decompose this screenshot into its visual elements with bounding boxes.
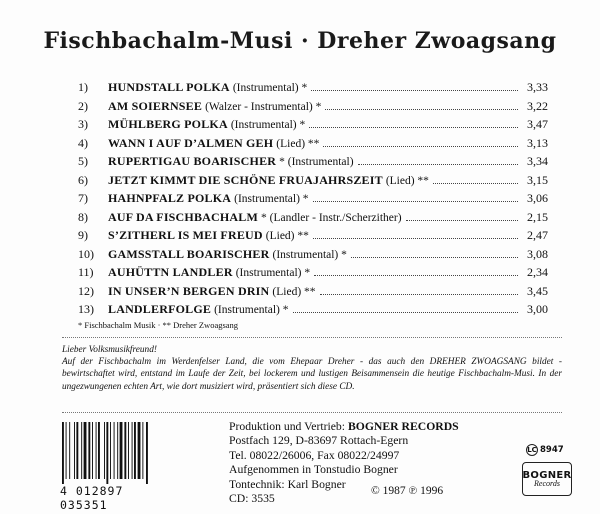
divider xyxy=(62,412,562,413)
leader-dots xyxy=(314,274,518,276)
track-note: * (Instrumental) xyxy=(279,156,354,168)
track-title: GAMSSTALL BOARISCHER xyxy=(108,246,270,261)
production-engineer: Tontechnik: Karl Bogner xyxy=(229,477,346,491)
leader-dots xyxy=(313,237,518,239)
track-title: JETZT KIMMT DIE SCHÖNE FRUAJAHRSZEIT xyxy=(108,172,383,187)
leader-dots xyxy=(351,256,518,258)
track-title: RUPERTIGAU BOARISCHER xyxy=(108,154,277,168)
track-title: HAHNPFALZ POLKA xyxy=(108,191,232,205)
page-title: Fischbachalm-Musi · Dreher Zwoagsang xyxy=(43,28,557,54)
production-recorded: Aufgenommen in Tonstudio Bogner xyxy=(229,463,398,477)
barcode-bar xyxy=(69,422,70,479)
barcode-bar xyxy=(110,422,111,479)
track-title: S’ZITHERL IS MEI FREUD xyxy=(108,228,263,242)
track-duration: 3,13 xyxy=(527,135,548,150)
production-address: Postfach 129, D-83697 Rottach-Egern xyxy=(229,434,409,448)
barcode-bar xyxy=(134,422,136,479)
track-number: 13) xyxy=(78,302,94,316)
barcode xyxy=(60,422,176,512)
track-duration: 2,34 xyxy=(527,265,548,279)
track-title: LANDLERFOLGE xyxy=(108,302,212,316)
barcode-bar xyxy=(124,422,126,479)
track-title: AUF DA FISCHBACHALM xyxy=(108,209,259,224)
barcode-bar xyxy=(106,422,108,484)
letter-greeting: Lieber Volksmusikfreund! xyxy=(62,345,157,355)
track-number: 5) xyxy=(78,154,88,168)
barcode-bar xyxy=(84,422,87,479)
track-row xyxy=(78,300,548,319)
leader-dots xyxy=(325,108,518,110)
track-row xyxy=(78,115,548,134)
barcode-bar xyxy=(62,422,64,484)
track-row xyxy=(78,282,548,301)
track-title: AUHÜTTN LANDLER xyxy=(108,265,233,279)
leader-dots xyxy=(358,163,518,165)
track-duration: 3,22 xyxy=(527,98,548,113)
track-number: 8) xyxy=(78,209,88,224)
track-duration: 3,33 xyxy=(527,80,548,94)
track-title: IN UNSER’N BERGEN DRIN xyxy=(108,283,270,298)
track-duration: 2,47 xyxy=(527,228,548,242)
track-title: WANN I AUF D’ALMEN GEH xyxy=(108,135,274,150)
label-code-logo xyxy=(526,443,572,457)
barcode-bar xyxy=(96,422,97,479)
lc-circle-icon: LC xyxy=(527,446,537,454)
track-number: 7) xyxy=(78,191,88,205)
track-note: (Lied) ** xyxy=(272,285,316,298)
letter-body: Auf der Fischbachalm im Werdenfelser Land, die vom Ehepaar Dreher - das auch den DREHER ZWOAGSANG bildet - bewirtschaftet wird, entstand im Laufe der Zeit, bei lockerem und lustigen Beisammensein die heutige Fischbachalm-Musi. In der ungezwungenen echten Art, wie dort musiziert wird, präsentiert sich diese CD. xyxy=(62,357,562,392)
barcode-bar xyxy=(114,422,115,479)
leader-dots xyxy=(309,126,518,128)
logo-brand: BOGNER xyxy=(522,470,572,481)
barcode-bar xyxy=(88,422,90,479)
barcode-bar xyxy=(92,422,93,479)
track-title: AM SOIERNSEE xyxy=(108,98,203,113)
track-row xyxy=(78,226,548,245)
track-row xyxy=(78,78,548,97)
barcode-bar xyxy=(128,422,129,479)
track-note: (Walzer - Instrumental) * xyxy=(205,100,322,113)
track-number: 3) xyxy=(78,117,88,131)
track-duration: 3,06 xyxy=(527,191,548,205)
leader-dots xyxy=(311,89,518,91)
track-row xyxy=(78,97,548,116)
leader-dots xyxy=(433,182,518,184)
barcode-bar xyxy=(142,422,143,479)
track-title: HUNDSTALL POLKA xyxy=(108,80,230,94)
barcode-bar xyxy=(74,422,75,479)
track-number: 12) xyxy=(78,283,94,298)
track-note: * (Landler - Instr./Scherzither) xyxy=(261,211,402,224)
leader-dots xyxy=(313,200,518,202)
barcode-bar xyxy=(81,422,82,479)
track-row xyxy=(78,189,548,208)
track-row xyxy=(78,245,548,264)
track-number: 10) xyxy=(78,246,94,261)
track-row xyxy=(78,208,548,227)
track-note: (Instrumental) * xyxy=(234,193,309,205)
track-note: (Lied) ** xyxy=(265,230,309,242)
track-list xyxy=(78,78,548,319)
logo-sub: Records xyxy=(534,479,560,488)
track-title: MÜHLBERG POLKA xyxy=(108,117,228,131)
production-line-1 xyxy=(229,420,459,434)
track-duration: 3,34 xyxy=(527,154,548,168)
track-duration: 3,47 xyxy=(527,117,548,131)
track-note: (Lied) ** xyxy=(385,174,429,187)
leader-dots xyxy=(406,219,518,221)
footnote: * Fischbachalm Musik · ** Dreher Zwoagsang xyxy=(78,320,239,330)
copyright: © 1987 ℗ 1996 xyxy=(371,485,444,497)
barcode-bar xyxy=(120,422,123,479)
liner-notes xyxy=(62,344,562,393)
leader-dots xyxy=(320,293,518,295)
track-note: (Instrumental) * xyxy=(230,119,306,131)
track-note: (Lied) ** xyxy=(276,137,320,150)
track-number: 6) xyxy=(78,172,88,187)
production-prefix: Produktion und Vertrieb: xyxy=(229,420,346,433)
label-name: BOGNER RECORDS xyxy=(347,420,459,433)
track-duration: 3,00 xyxy=(527,302,548,316)
track-number: 2) xyxy=(78,98,88,113)
track-note: (Instrumental) * xyxy=(232,82,308,94)
track-row xyxy=(78,134,548,153)
track-number: 1) xyxy=(78,80,88,94)
label-code-number: 8947 xyxy=(540,445,564,455)
barcode-bar xyxy=(132,422,133,479)
track-row xyxy=(78,152,548,171)
track-duration: 3,45 xyxy=(527,283,548,298)
track-duration: 3,08 xyxy=(527,246,548,261)
track-note: (Instrumental) * xyxy=(272,248,347,261)
track-number: 11) xyxy=(78,265,94,279)
barcode-bar xyxy=(98,422,100,479)
barcode-bar xyxy=(138,422,141,479)
barcode-bar xyxy=(66,422,67,479)
track-number: 4) xyxy=(78,135,88,150)
leader-dots xyxy=(323,145,518,147)
bogner-records-logo xyxy=(522,462,572,496)
track-duration: 2,15 xyxy=(527,209,548,224)
barcode-digits: 4 012897 035351 xyxy=(60,484,124,512)
barcode-bar xyxy=(104,422,105,479)
barcode-bar xyxy=(76,422,78,479)
track-note: (Instrumental) * xyxy=(214,304,289,316)
track-row xyxy=(78,263,548,282)
barcode-bar xyxy=(146,422,148,484)
track-number: 9) xyxy=(78,228,88,242)
barcode-bar xyxy=(117,422,118,479)
divider xyxy=(62,337,562,338)
track-row xyxy=(78,171,548,190)
leader-dots xyxy=(293,311,518,313)
track-duration: 3,15 xyxy=(527,172,548,187)
track-note: (Instrumental) * xyxy=(235,267,311,279)
catalog-number: CD: 3535 xyxy=(229,492,275,506)
barcode-bars xyxy=(60,422,176,484)
production-phone: Tel. 08022/26006, Fax 08022/24997 xyxy=(229,448,400,462)
